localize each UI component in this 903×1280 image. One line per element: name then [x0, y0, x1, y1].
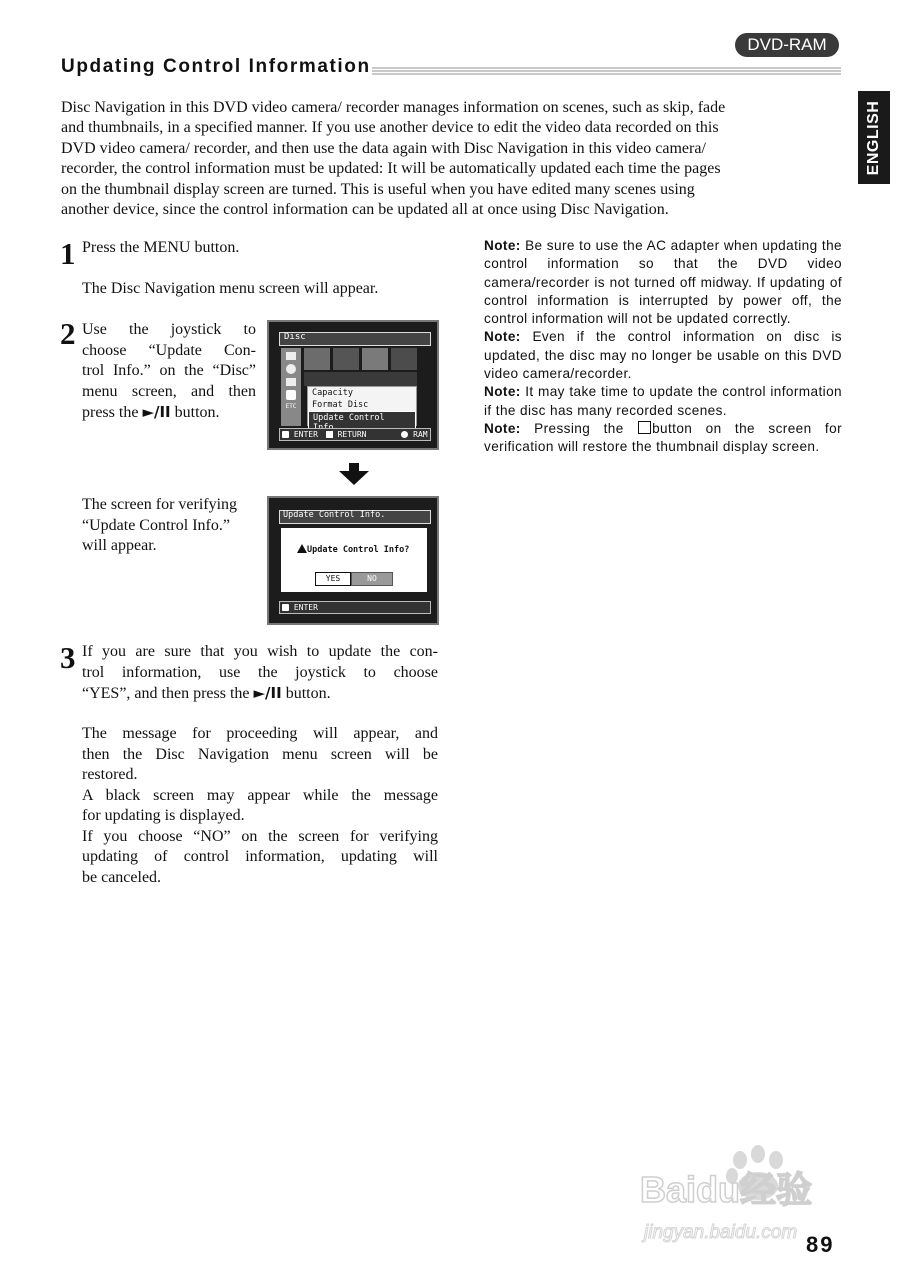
- section-title: Updating Control Information: [61, 56, 371, 77]
- note-2-text: Even if the control information on disc is updated, the disc may no longer be usable on this DVD video camera/recorder.: [484, 329, 842, 382]
- verify-footer: [279, 601, 431, 614]
- verify-footer-enter: ENTER: [293, 603, 318, 612]
- screen-header-bar: [279, 332, 431, 346]
- note-label: Note:: [484, 238, 521, 253]
- verify-header-bar: [279, 510, 431, 524]
- note-2: [484, 328, 842, 383]
- play-pause-icon: ►/II: [253, 684, 282, 702]
- step-2-line: choose “Update Con-: [82, 341, 256, 359]
- step-3-text: [82, 642, 438, 705]
- yes-button[interactable]: YES: [315, 572, 351, 586]
- note-3-text: It may take time to update the control information if the disc has many recorded scenes.: [484, 384, 842, 418]
- note-label: Note:: [484, 420, 521, 436]
- disc-submenu: [307, 386, 417, 426]
- step-2-line: menu screen, and then: [82, 382, 256, 400]
- note-label: Note:: [484, 329, 521, 345]
- thumbnail: [391, 348, 417, 370]
- step-2-line: Use the joystick to: [82, 321, 256, 338]
- play-pause-icon: ►/II: [142, 403, 171, 421]
- title-rule: [372, 67, 841, 76]
- step-3-press-prefix: “YES”, and then press the: [82, 685, 250, 702]
- footer-return-label: RETURN: [337, 430, 367, 439]
- watermark-url: jingyan.baidu.com: [644, 1222, 798, 1243]
- stop-icon: [326, 431, 333, 438]
- intro-line: recorder, the control information must be updated: It will be automatically updated each time the pages: [61, 160, 721, 178]
- screen-header-label: Disc: [284, 332, 306, 342]
- step-3-paragraph: [82, 724, 438, 888]
- step-3-para-line: restored.: [82, 766, 138, 783]
- note-4-prefix: Pressing the: [534, 420, 624, 436]
- notes-block: [484, 237, 842, 457]
- verify-question-text: Update Control Info?: [307, 545, 410, 555]
- step-2-text: [82, 320, 256, 424]
- step-1-text: Press the MENU button.: [82, 239, 240, 256]
- step-3-para-line: updating of control information, updating will: [82, 848, 438, 865]
- enter-icon: [282, 604, 289, 611]
- intro-line: and thumbnails, in a specified manner. If you use another device to edit the video data recorded on this: [61, 119, 719, 137]
- stop-button-icon: [638, 421, 651, 434]
- language-tab: [858, 91, 890, 184]
- step-3-para-line: A black screen may appear while the message: [82, 786, 438, 804]
- footer-enter-label: ENTER: [293, 430, 318, 439]
- thumbnail: [333, 348, 359, 370]
- no-button[interactable]: NO: [351, 572, 393, 586]
- warning-icon: [297, 544, 307, 553]
- clock-icon: [286, 364, 296, 374]
- step-3-para-line: then the Disc Navigation menu screen will be: [82, 745, 438, 763]
- menu-icon-column: [281, 348, 301, 426]
- disc-menu-screen: [267, 320, 439, 450]
- step-3-press-line: [82, 683, 438, 705]
- verify-header-label: Update Control Info.: [283, 510, 386, 520]
- note-1: [484, 237, 842, 328]
- watermark-brand: Baidu经验: [640, 1169, 813, 1210]
- verify-line: The screen for verifying: [82, 496, 238, 513]
- verify-question: [297, 544, 409, 555]
- step-2-verify-text: [82, 495, 237, 557]
- step-2-press-prefix: press the: [82, 404, 139, 421]
- selected-disc-icon: [286, 390, 296, 400]
- footer-media-label: RAM: [413, 430, 428, 439]
- screen-footer: [279, 428, 431, 441]
- note-4-suffix: button on the screen for verification will restore the thumbnail display screen.: [484, 420, 842, 455]
- step-3-line: If you are sure that you wish to update the con-: [82, 643, 438, 660]
- thumbnail: [362, 348, 388, 370]
- verify-line: will appear.: [82, 537, 157, 554]
- step-3-para-line: If you choose “NO” on the screen for verifying: [82, 827, 438, 845]
- media-badge: DVD-RAM: [735, 33, 839, 57]
- step-1-result: The Disc Navigation menu screen will appear.: [82, 280, 379, 297]
- language-tab-label: ENGLISH: [865, 100, 882, 175]
- media-icon: [401, 431, 408, 438]
- etc-icon: ETC: [285, 403, 297, 410]
- scene-icon: [286, 378, 296, 386]
- verify-dialog: [281, 528, 427, 592]
- enter-icon: [282, 431, 289, 438]
- menu-item-capacity[interactable]: Capacity: [312, 388, 353, 398]
- thumbnail: [304, 348, 330, 370]
- step-3-press-suffix: button.: [285, 685, 331, 702]
- intro-line: another device, since the control information can be updated all at once using Disc Navigation.: [61, 201, 669, 219]
- intro-line: on the thumbnail display screen are turned. This is useful when you have edited many scenes using: [61, 180, 695, 198]
- verify-screen: [267, 496, 439, 625]
- note-3: [484, 383, 842, 420]
- verify-line: “Update Control Info.”: [82, 516, 230, 534]
- step-2-press-suffix: button.: [174, 404, 220, 421]
- step-3-line: trol information, use the joystick to choose: [82, 663, 438, 681]
- step-3-para-line: be canceled.: [82, 868, 162, 886]
- step-3-number: 3: [60, 640, 76, 675]
- thumbnail-row: [304, 372, 417, 386]
- intro-line: DVD video camera/ recorder, and then use the data again with Disc Navigation in this video camera/: [61, 139, 706, 157]
- page-number: 89: [806, 1232, 835, 1257]
- step-3-para-line: for updating is displayed.: [82, 807, 245, 824]
- disc-icon: [286, 352, 296, 360]
- note-1-text: Be sure to use the AC adapter when updating the control information so that the DVD video camera/recorder is not turned off midway. If updating of control information is interrupted by power off, the control information will not be updated correctly.: [484, 238, 842, 327]
- menu-item-update-control-info[interactable]: Update Control: [308, 411, 416, 435]
- arrow-down-icon: [339, 463, 369, 485]
- intro-line: Disc Navigation in this DVD video camera/ recorder manages information on scenes, such as skip, fade: [61, 99, 726, 116]
- step-2-press-line: [82, 402, 256, 424]
- step-2-line: trol Info.” on the “Disc”: [82, 362, 256, 379]
- step-1-number: 1: [60, 236, 76, 271]
- step-2-number: 2: [60, 316, 76, 351]
- intro-paragraph: [61, 98, 841, 220]
- note-label: Note:: [484, 384, 521, 400]
- menu-item-format-disc[interactable]: Format Disc: [312, 400, 369, 410]
- step-3-para-line: The message for proceeding will appear, and: [82, 725, 438, 742]
- note-4: [484, 420, 842, 457]
